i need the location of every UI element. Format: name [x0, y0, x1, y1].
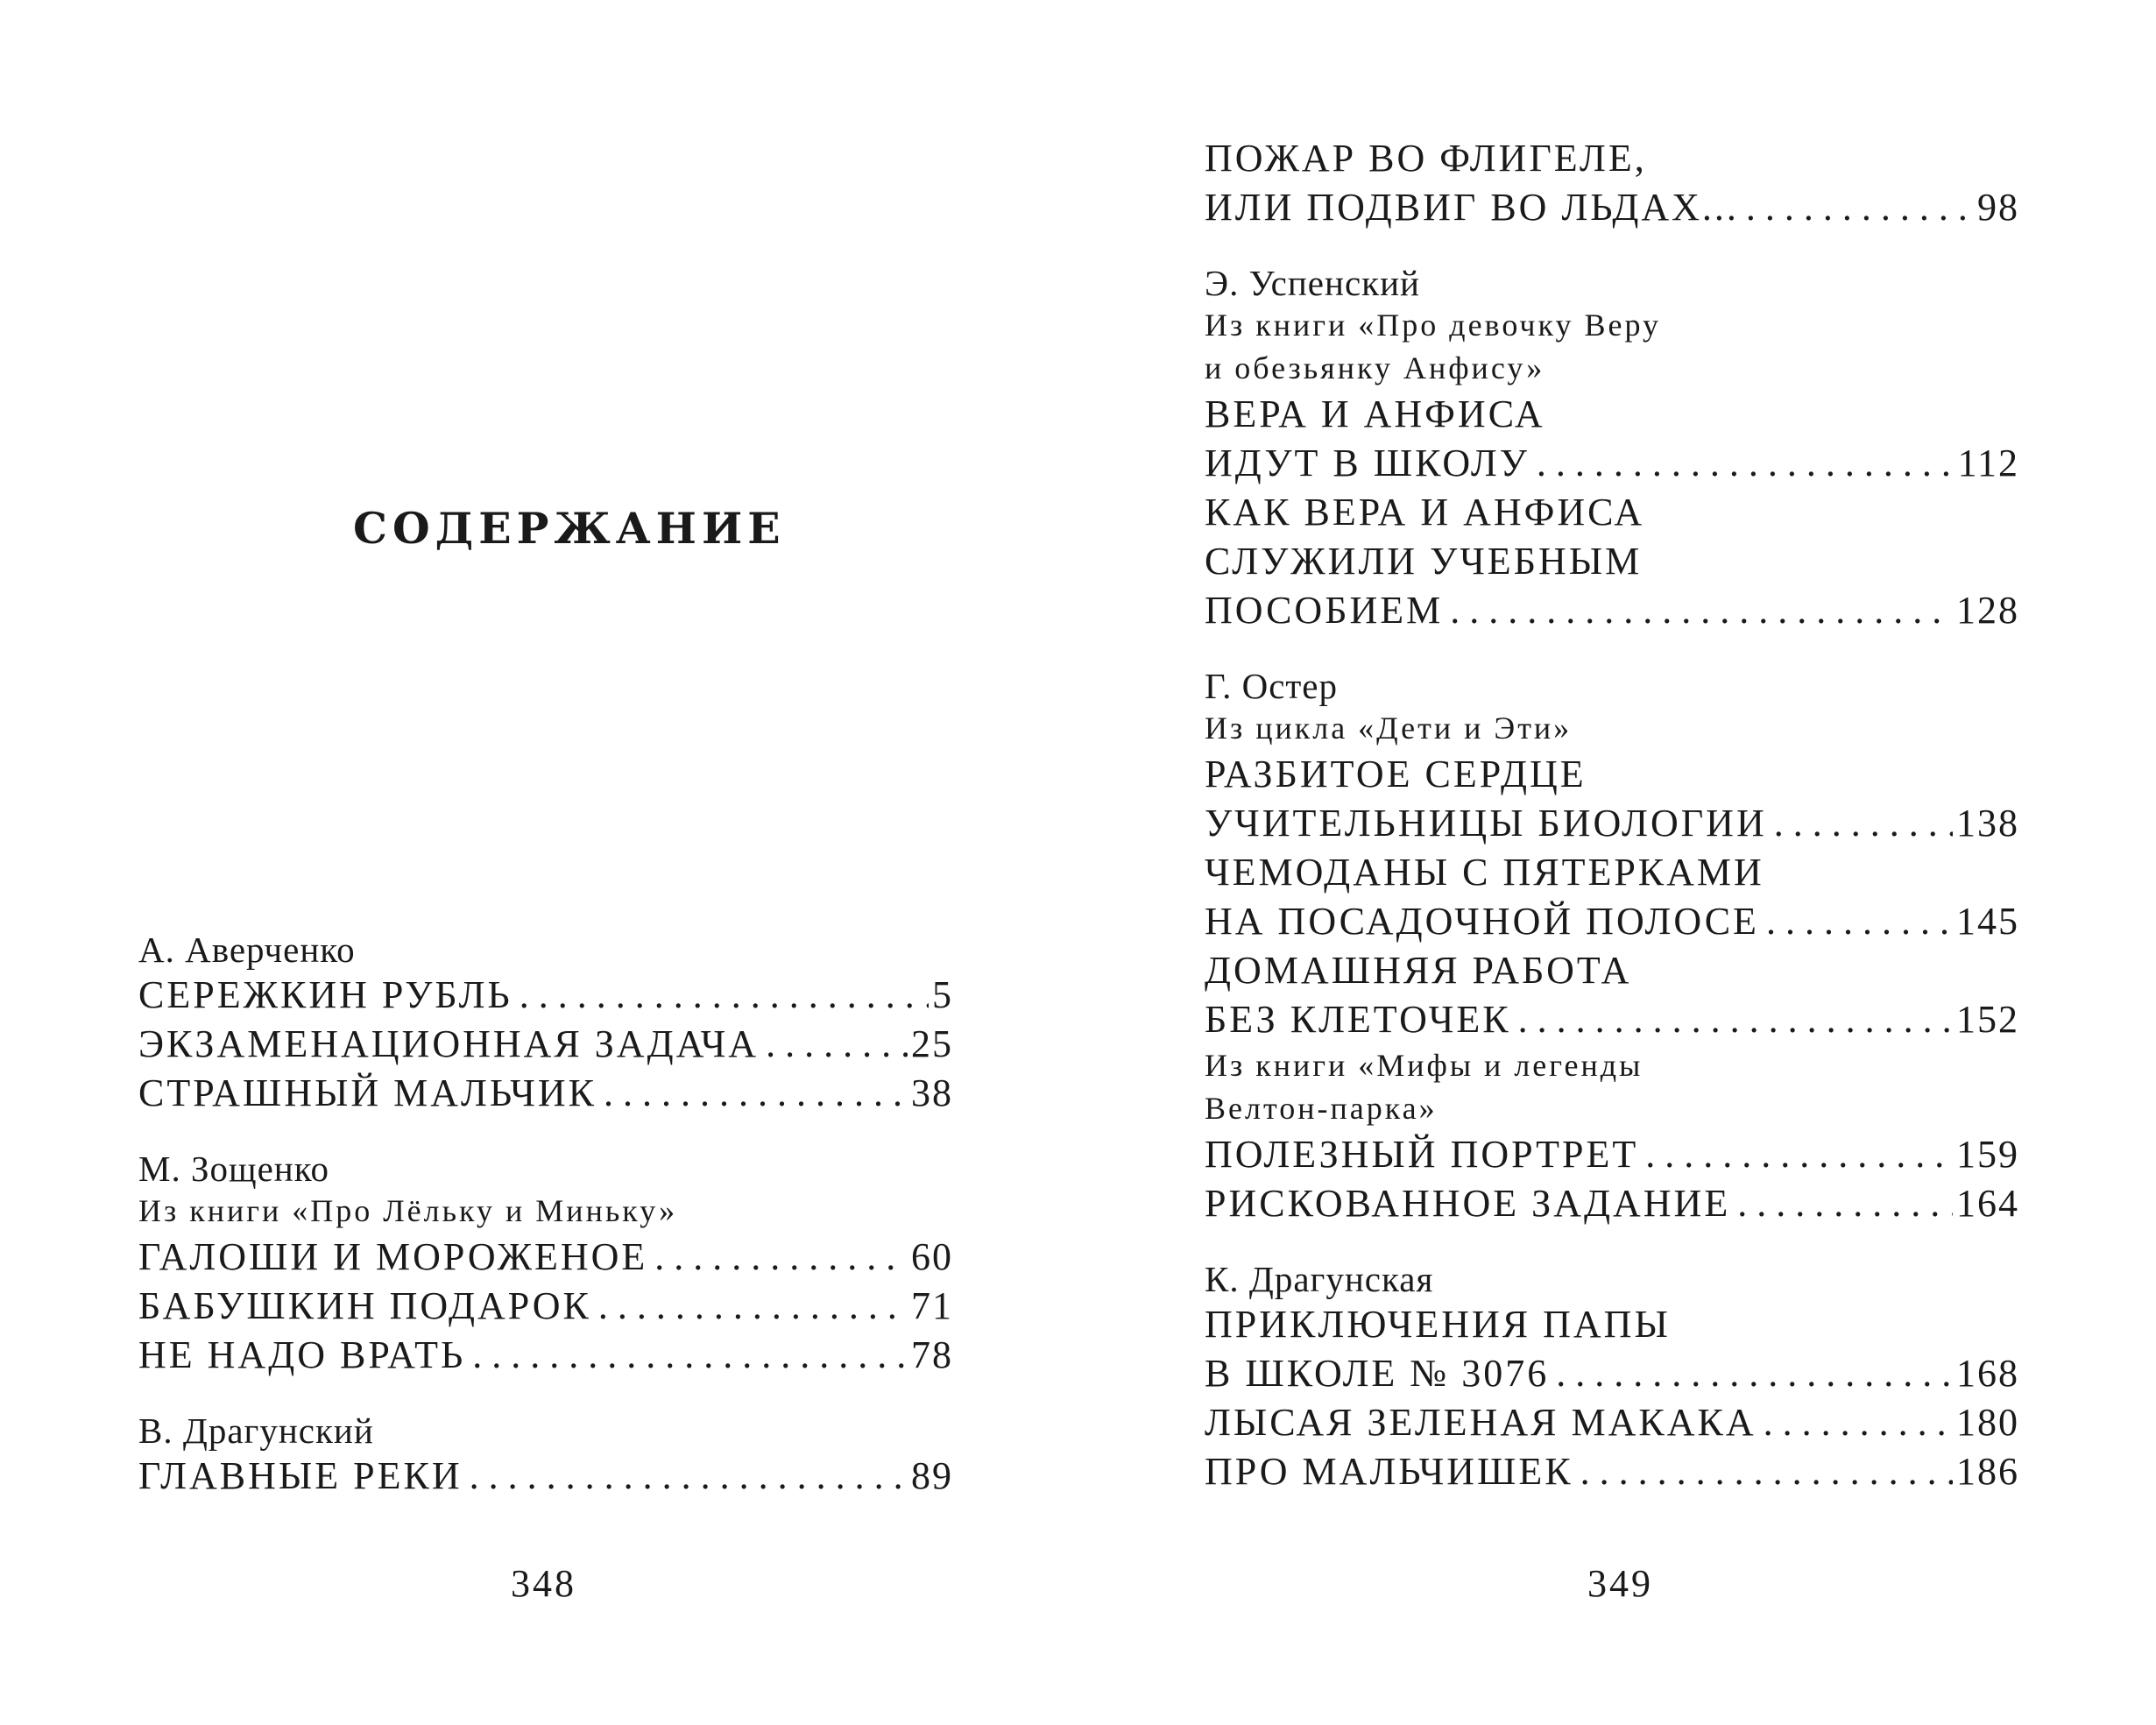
dot-leader — [520, 971, 929, 1020]
toc-section-dragunsky — [138, 1410, 953, 1501]
entry-page-number: 145 — [1956, 900, 2019, 943]
toc-section-averchenko — [138, 929, 953, 1118]
entry-title: ПРО МАЛЬЧИШЕК — [1205, 1450, 1573, 1493]
toc-section-uspensky — [1205, 262, 2019, 635]
entry-title-line: ДОМАШНЯЯ РАБОТА — [1205, 949, 1632, 992]
entry-page-number: 60 — [911, 1235, 953, 1278]
toc-entry[interactable] — [1205, 1447, 2019, 1496]
entry-title: БЕЗ КЛЕТОЧЕК — [1205, 998, 1511, 1041]
entry-page-number: 98 — [1977, 186, 2019, 229]
toc-entry[interactable] — [1205, 1130, 2019, 1179]
toc-entry[interactable] — [138, 1069, 953, 1118]
dot-leader — [470, 1452, 908, 1501]
toc-section-oster — [1205, 665, 2019, 1228]
toc-entry[interactable] — [1205, 439, 2019, 488]
entry-title-line: ПРИКЛЮЧЕНИЯ ПАПЫ — [1205, 1303, 1671, 1346]
author-name: А. Аверченко — [138, 930, 356, 970]
toc-section-continued — [1205, 134, 2019, 232]
entry-title-line: ВЕРА И АНФИСА — [1205, 392, 1545, 435]
toc-entry[interactable] — [1205, 1398, 2019, 1447]
entry-page-number: 128 — [1956, 589, 2019, 632]
entry-title-line: ЧЕМОДАНЫ С ПЯТЕРКАМИ — [1205, 851, 1764, 894]
author-name: Э. Успенский — [1205, 263, 1420, 303]
entry-page-number: 186 — [1956, 1450, 2019, 1493]
dot-leader — [1737, 1179, 1953, 1228]
book-note: Из цикла «Дети и Эти» — [1205, 711, 1573, 746]
entry-title: ПОСОБИЕМ — [1205, 589, 1444, 632]
entry-title-line: РАЗБИТОЕ СЕРДЦЕ — [1205, 753, 1587, 795]
toc-entry[interactable] — [1205, 586, 2019, 635]
entry-title: НЕ НАДО ВРАТЬ — [138, 1333, 466, 1376]
entry-page-number: 25 — [911, 1022, 953, 1065]
toc-entry[interactable] — [138, 971, 953, 1020]
right-page — [1078, 0, 2156, 1725]
entry-title: В ШКОЛЕ № 3076 — [1205, 1352, 1550, 1395]
dot-leader — [654, 1233, 908, 1282]
entry-title-line: СЛУЖИЛИ УЧЕБНЫМ — [1205, 540, 1643, 583]
dot-leader — [1774, 799, 1953, 848]
entry-title: СЕРЕЖКИН РУБЛЬ — [138, 973, 512, 1016]
dot-leader — [1580, 1447, 1953, 1496]
dot-leader — [766, 1020, 908, 1069]
book-note: Из книги «Мифы и легенды — [1205, 1048, 1644, 1083]
entry-title: НА ПОСАДОЧНОЙ ПОЛОСЕ — [1205, 900, 1759, 943]
author-name: В. Драгунский — [138, 1410, 374, 1451]
entry-page-number: 78 — [911, 1333, 953, 1376]
entry-page-number: 168 — [1956, 1352, 2019, 1395]
book-note: Из книги «Про девочку Веру — [1205, 308, 1661, 343]
entry-title: СТРАШНЫЙ МАЛЬЧИК — [138, 1071, 597, 1114]
toc-entry[interactable] — [1205, 897, 2019, 946]
author-name: Г. Остер — [1205, 666, 1339, 706]
toc-entry[interactable] — [138, 1233, 953, 1282]
entry-title: ЛЫСАЯ ЗЕЛЕНАЯ МАКАКА — [1205, 1401, 1757, 1444]
page-number-right: 349 — [1587, 1562, 1653, 1605]
dot-leader — [598, 1282, 908, 1331]
toc-column-right — [1205, 134, 2019, 1496]
entry-title: ЭКЗАМЕНАЦИОННАЯ ЗАДАЧА — [138, 1022, 760, 1065]
toc-entry[interactable] — [1205, 183, 2019, 232]
entry-page-number: 180 — [1956, 1401, 2019, 1444]
dot-leader — [1764, 1398, 1953, 1447]
entry-title: ГАЛОШИ И МОРОЖЕНОЕ — [138, 1235, 648, 1278]
entry-title: ГЛАВНЫЕ РЕКИ — [138, 1454, 463, 1497]
entry-title: ИДУТ В ШКОЛУ — [1205, 442, 1530, 484]
toc-section-dragunskaya — [1205, 1258, 2019, 1496]
toc-entry[interactable] — [1205, 1349, 2019, 1398]
dot-leader — [1518, 995, 1953, 1044]
dot-leader — [1746, 183, 1974, 232]
toc-entry[interactable] — [138, 1020, 953, 1069]
toc-entry[interactable] — [1205, 995, 2019, 1044]
dot-leader — [1450, 586, 1953, 635]
entry-page-number: 71 — [911, 1284, 953, 1327]
entry-page-number: 138 — [1956, 802, 2019, 845]
entry-title: ИЛИ ПОДВИГ ВО ЛЬДАХ... — [1205, 186, 1739, 229]
entry-title: РИСКОВАННОЕ ЗАДАНИЕ — [1205, 1182, 1731, 1225]
page-number-left: 348 — [511, 1562, 576, 1605]
entry-title: ПОЛЕЗНЫЙ ПОРТРЕТ — [1205, 1133, 1639, 1176]
entry-page-number: 5 — [932, 973, 953, 1016]
entry-title: БАБУШКИН ПОДАРОК — [138, 1284, 591, 1327]
page-title: СОДЕРЖАНИЕ — [353, 503, 786, 554]
toc-entry[interactable] — [138, 1331, 953, 1380]
entry-page-number: 159 — [1956, 1133, 2019, 1176]
entry-page-number: 89 — [911, 1454, 953, 1497]
dot-leader — [472, 1331, 908, 1380]
toc-column-left — [138, 929, 953, 1501]
entry-page-number: 38 — [911, 1071, 953, 1114]
author-name: М. Зощенко — [138, 1149, 330, 1189]
toc-entry[interactable] — [138, 1452, 953, 1501]
dot-leader — [1537, 439, 1955, 488]
entry-page-number: 164 — [1956, 1182, 2019, 1225]
entry-title: УЧИТЕЛЬНИЦЫ БИОЛОГИИ — [1205, 802, 1767, 845]
book-note: Из книги «Про Лёльку и Миньку» — [138, 1193, 678, 1228]
entry-page-number: 112 — [1957, 442, 2019, 484]
toc-entry[interactable] — [1205, 1179, 2019, 1228]
toc-entry[interactable] — [138, 1282, 953, 1331]
dot-leader — [1645, 1130, 1953, 1179]
toc-section-zoshchenko — [138, 1148, 953, 1380]
dot-leader — [604, 1069, 908, 1118]
entry-page-number: 152 — [1956, 998, 2019, 1041]
entry-title-line: ПОЖАР ВО ФЛИГЕЛЕ, — [1205, 137, 1647, 180]
author-name: К. Драгунская — [1205, 1259, 1434, 1299]
dot-leader — [1556, 1349, 1953, 1398]
entry-title-line: КАК ВЕРА И АНФИСА — [1205, 491, 1645, 534]
book-note: и обезьянку Анфису» — [1205, 350, 1545, 385]
dot-leader — [1766, 897, 1953, 946]
toc-entry[interactable] — [1205, 799, 2019, 848]
book-note: Велтон-парка» — [1205, 1091, 1438, 1126]
